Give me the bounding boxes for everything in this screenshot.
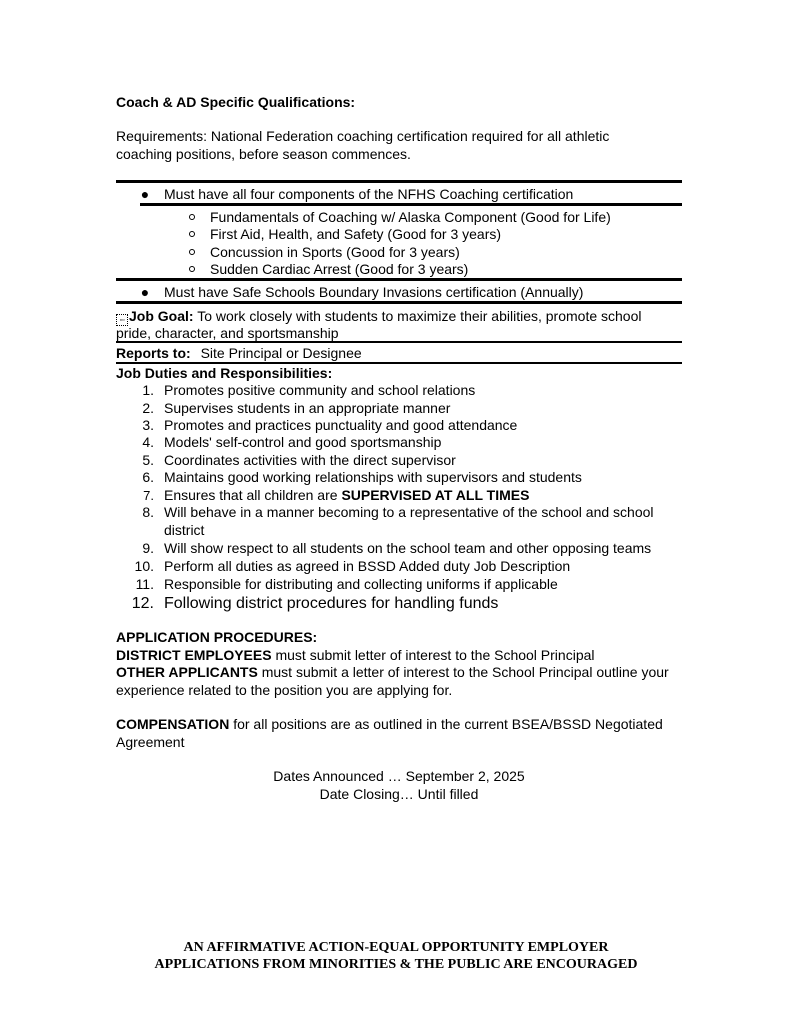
certification-main-text: Must have all four components of the NFHS Coaching certification [164, 186, 574, 202]
item-number: 5. [142, 452, 154, 468]
district-employees-text: must submit letter of interest to the School Principal [271, 647, 595, 663]
item-text [164, 487, 529, 504]
other-applicants-text: must submit a letter of interest to the School Principal outline your [257, 664, 669, 680]
item-number: 10. [134, 558, 154, 574]
table-rule [116, 180, 682, 183]
job-goal [116, 308, 642, 326]
item-number: 1. [142, 382, 154, 398]
item-text-continued: district [164, 522, 205, 538]
compensation-text: for all positions are as outlined in the current BSEA/BSSD Negotiated [229, 716, 663, 732]
table-rule [116, 301, 682, 304]
reports-to-value: Site Principal or Designee [200, 345, 362, 361]
item-text: Promotes and practices punctuality and good attendance [164, 417, 518, 433]
other-applicants-line [116, 664, 669, 681]
item-number: 4. [142, 434, 154, 450]
item-number: 7. [143, 488, 154, 503]
item-text: Coordinates activities with the direct supervisor [164, 452, 456, 468]
list-item: Concussion in Sports (Good for 3 years) [210, 244, 460, 260]
specific-quals-heading: Coach & AD Specific Qualifications: [116, 94, 356, 110]
item-text: Models' self-control and good sportsmanship [164, 434, 442, 450]
list-item: Fundamentals of Coaching w/ Alaska Component (Good for Life) [210, 209, 611, 225]
item-number: 3. [142, 417, 154, 433]
item-number: 6. [142, 469, 154, 485]
item-text: Maintains good working relationships with supervisors and students [164, 469, 582, 485]
other-applicants-label: OTHER APPLICANTS [116, 664, 258, 680]
duties-heading: Job Duties and Responsibilities: [116, 365, 333, 381]
other-applicants-line-2: experience related to the position you are applying for. [116, 682, 453, 698]
job-goal-text-2: pride, character, and sportsmanship [116, 325, 339, 341]
item-number: 11. [135, 576, 154, 592]
footer-line-1: AN AFFIRMATIVE ACTION-EQUAL OPPORTUNITY EMPLOYER [183, 940, 609, 955]
requirements-line-1: Requirements: National Federation coaching certification required for all athletic [116, 128, 610, 144]
table-rule [116, 278, 682, 281]
footer-line-2: APPLICATIONS FROM MINORITIES & THE PUBLIC ARE ENCOURAGED [154, 957, 638, 972]
hollow-bullet-icon [189, 249, 195, 255]
placeholder-glyph-icon: ▫▫ [116, 314, 128, 326]
item-number: 9. [142, 540, 154, 556]
hollow-bullet-icon [189, 214, 195, 220]
item-text: Will show respect to all students on the school team and other opposing teams [164, 540, 652, 556]
hollow-bullet-icon [189, 266, 195, 272]
item-text: Responsible for distributing and collecting uniforms if applicable [164, 576, 558, 592]
item-number: 12. [131, 595, 154, 612]
certification-second-text: Must have Safe Schools Boundary Invasions certification (Annually) [164, 284, 584, 300]
item-number: 2. [142, 400, 154, 416]
dates-announced: Dates Announced … September 2, 2025 [273, 768, 525, 784]
application-heading: APPLICATION PROCEDURES: [116, 629, 318, 645]
item-text: Promotes positive community and school relations [164, 382, 476, 398]
job-goal-label: Job Goal: [129, 308, 194, 324]
reports-to [116, 345, 362, 362]
compensation-line [116, 716, 663, 733]
item-text: Perform all duties as agreed in BSSD Added duty Job Description [164, 558, 571, 574]
item-text-emphasis: SUPERVISED AT ALL TIMES [341, 487, 530, 503]
district-employees-label: DISTRICT EMPLOYEES [116, 647, 272, 663]
list-item: Sudden Cardiac Arrest (Good for 3 years) [210, 261, 469, 277]
job-goal-text: To work closely with students to maximize their abilities, promote school [193, 308, 642, 324]
requirements-line-2: coaching positions, before season commences. [116, 146, 411, 162]
district-employees-line [116, 647, 595, 664]
item-number: 8. [142, 504, 154, 520]
compensation-line-2: Agreement [116, 734, 185, 750]
date-closing: Date Closing… Until filled [319, 786, 479, 802]
table-rule [140, 203, 682, 206]
table-rule [116, 362, 682, 364]
bullet-icon: ● [140, 186, 150, 202]
list-item: First Aid, Health, and Safety (Good for 3 years) [210, 226, 502, 242]
item-text: Supervises students in an appropriate manner [164, 400, 451, 416]
bullet-icon: ● [140, 284, 150, 300]
item-text-plain: Ensures that all children are [164, 487, 342, 503]
hollow-bullet-icon [189, 231, 195, 237]
item-text: Will behave in a manner becoming to a representative of the school and school [164, 504, 654, 520]
reports-to-label: Reports to: [116, 345, 191, 361]
table-rule [116, 341, 682, 343]
item-text: Following district procedures for handling funds [164, 595, 499, 612]
compensation-label: COMPENSATION [116, 716, 230, 732]
